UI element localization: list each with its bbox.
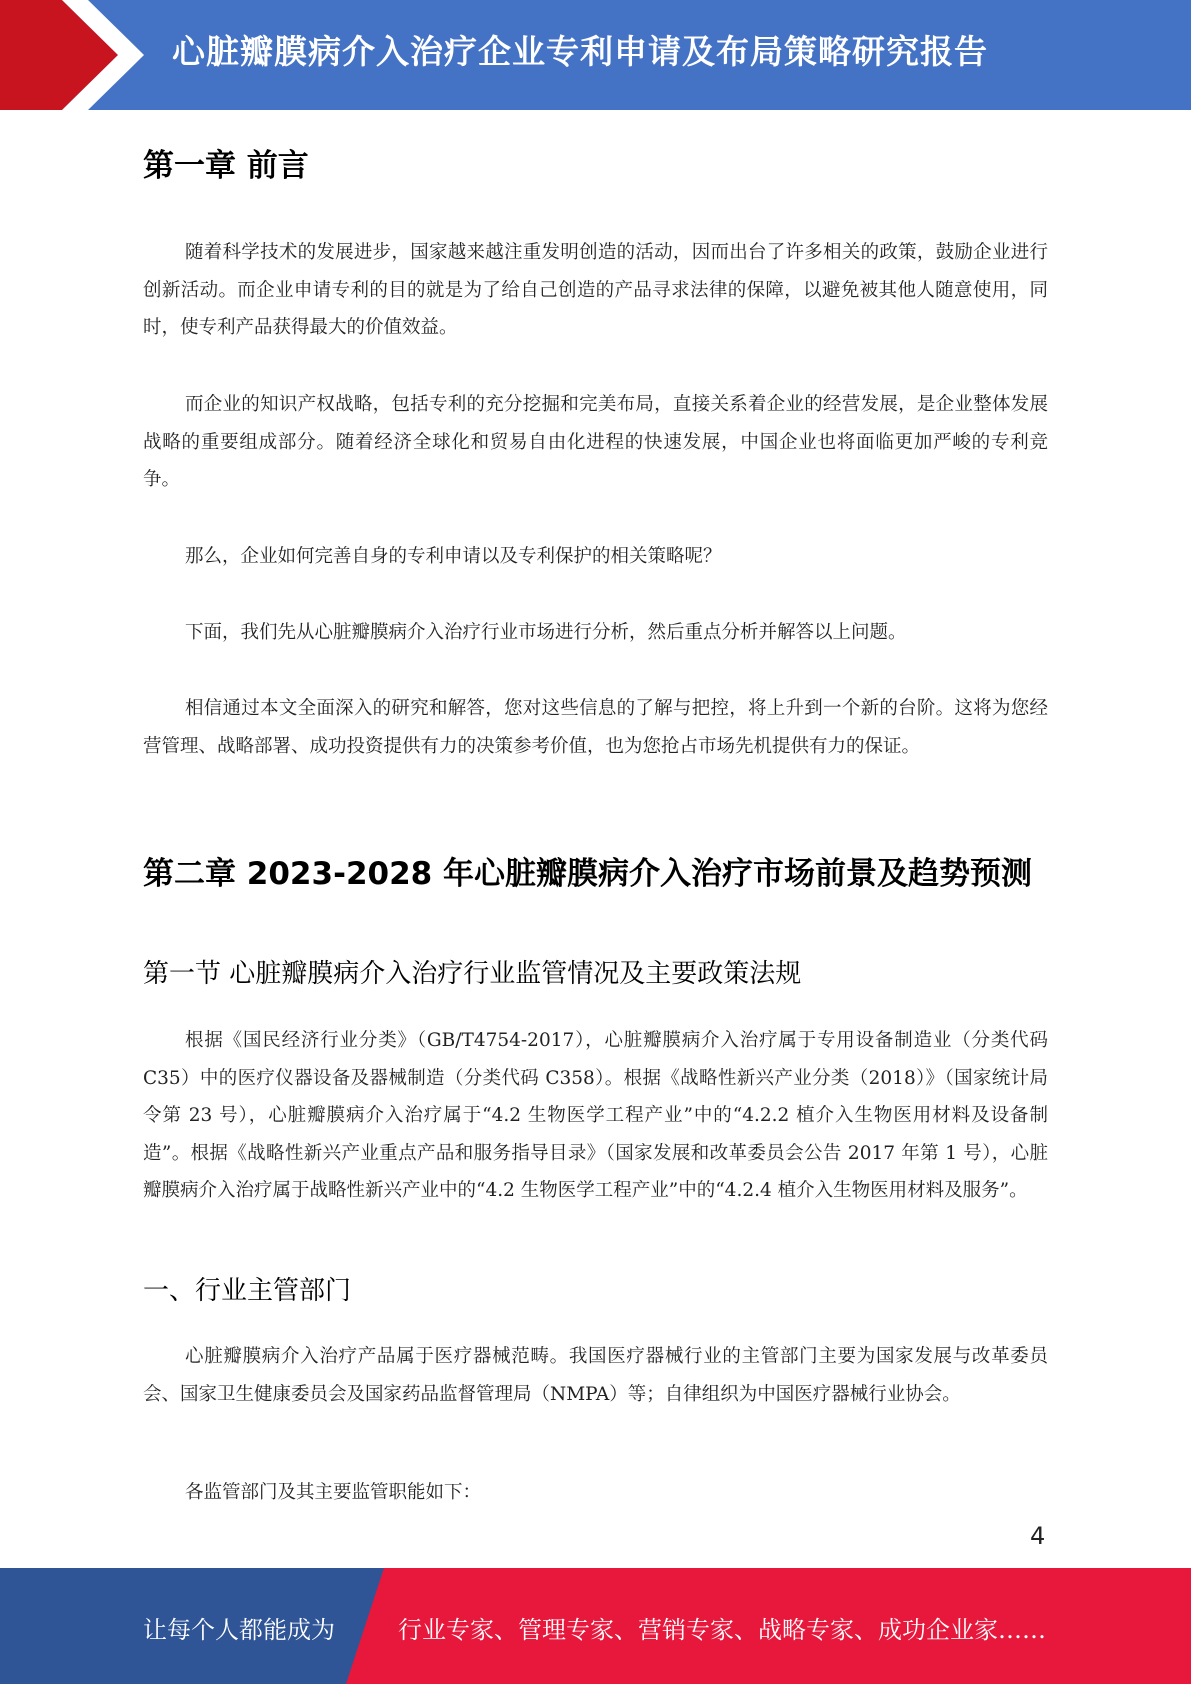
report-footer xyxy=(0,1568,1191,1684)
chapter1-paragraph-2: 而企业的知识产权战略，包括专利的充分挖掘和完美布局，直接关系着企业的经营发展，是企业整体发展战略的重要组成部分。随着经济全球化和贸易自由化进程的快速发展，中国企业也将面临更加严峻的专利竞争。 xyxy=(143,394,1048,490)
section1-paragraph: 根据《国民经济行业分类》（GB/T4754-2017），心脏瓣膜病介入治疗属于专用设备制造业（分类代码 C35）中的医疗仪器设备及器械制造（分类代码 C358）。根据《战略性新兴产业分类（2018）》（国家统计局令第 23 号），心脏瓣膜病介入治疗属于“4.2 生物医学工程产业”中的“4.2.2 植介入生物医用材料及设备制造”。根据《战略性新兴产业重点产品和服务指导目录》（国家发展和改革委员会公告 2017 年第 1 号），心脏瓣膜病介入治疗属于战略性新兴产业中的“4.2 生物医学工程产业”中的“4.2.4 植介入生物医用材料及服务”。 xyxy=(143,1030,1048,1201)
subsection1-heading: 一、行业主管部门 xyxy=(143,1276,352,1306)
footer-slogan-right: 行业专家、管理专家、营销专家、战略专家、成功企业家…… xyxy=(398,1616,1046,1644)
report-title: 心脏瓣膜病介入治疗企业专利申请及布局策略研究报告 xyxy=(172,32,988,71)
chapter1-paragraph-1: 随着科学技术的发展进步，国家越来越注重发明创造的活动，因而出台了许多相关的政策，鼓励企业进行创新活动。而企业申请专利的目的就是为了给自己创造的产品寻求法律的保障，以避免被其他人随意使用，同时，使专利产品获得最大的价值效益。 xyxy=(143,242,1048,338)
chapter1-heading: 第一章 前言 xyxy=(143,148,309,184)
chapter1-paragraph-3: 那么，企业如何完善自身的专利申请以及专利保护的相关策略呢？ xyxy=(185,546,722,567)
subsection1-paragraph-1: 心脏瓣膜病介入治疗产品属于医疗器械范畴。我国医疗器械行业的主管部门主要为国家发展与改革委员会、国家卫生健康委员会及国家药品监督管理局（NMPA）等；自律组织为中国医疗器械行业协会。 xyxy=(143,1346,1048,1405)
chapter2-heading: 第二章 2023-2028 年心脏瓣膜病介入治疗市场前景及趋势预测 xyxy=(143,856,1033,892)
section1-heading: 第一节 心脏瓣膜病介入治疗行业监管情况及主要政策法规 xyxy=(143,959,802,989)
report-header xyxy=(0,0,1191,110)
subsection1-paragraph-2: 各监管部门及其主要监管职能如下： xyxy=(185,1482,482,1503)
page-number: 4 xyxy=(1030,1522,1046,1550)
chapter1-paragraph-5: 相信通过本文全面深入的研究和解答，您对这些信息的了解与把控，将上升到一个新的台阶。这将为您经营管理、战略部署、成功投资提供有力的决策参考价值，也为您抢占市场先机提供有力的保证。 xyxy=(143,698,1048,757)
chapter1-paragraph-4: 下面，我们先从心脏瓣膜病介入治疗行业市场进行分析，然后重点分析并解答以上问题。 xyxy=(185,622,907,643)
header-arrow-decoration xyxy=(0,0,200,110)
footer-slogan-left: 让每个人都能成为 xyxy=(143,1616,335,1644)
